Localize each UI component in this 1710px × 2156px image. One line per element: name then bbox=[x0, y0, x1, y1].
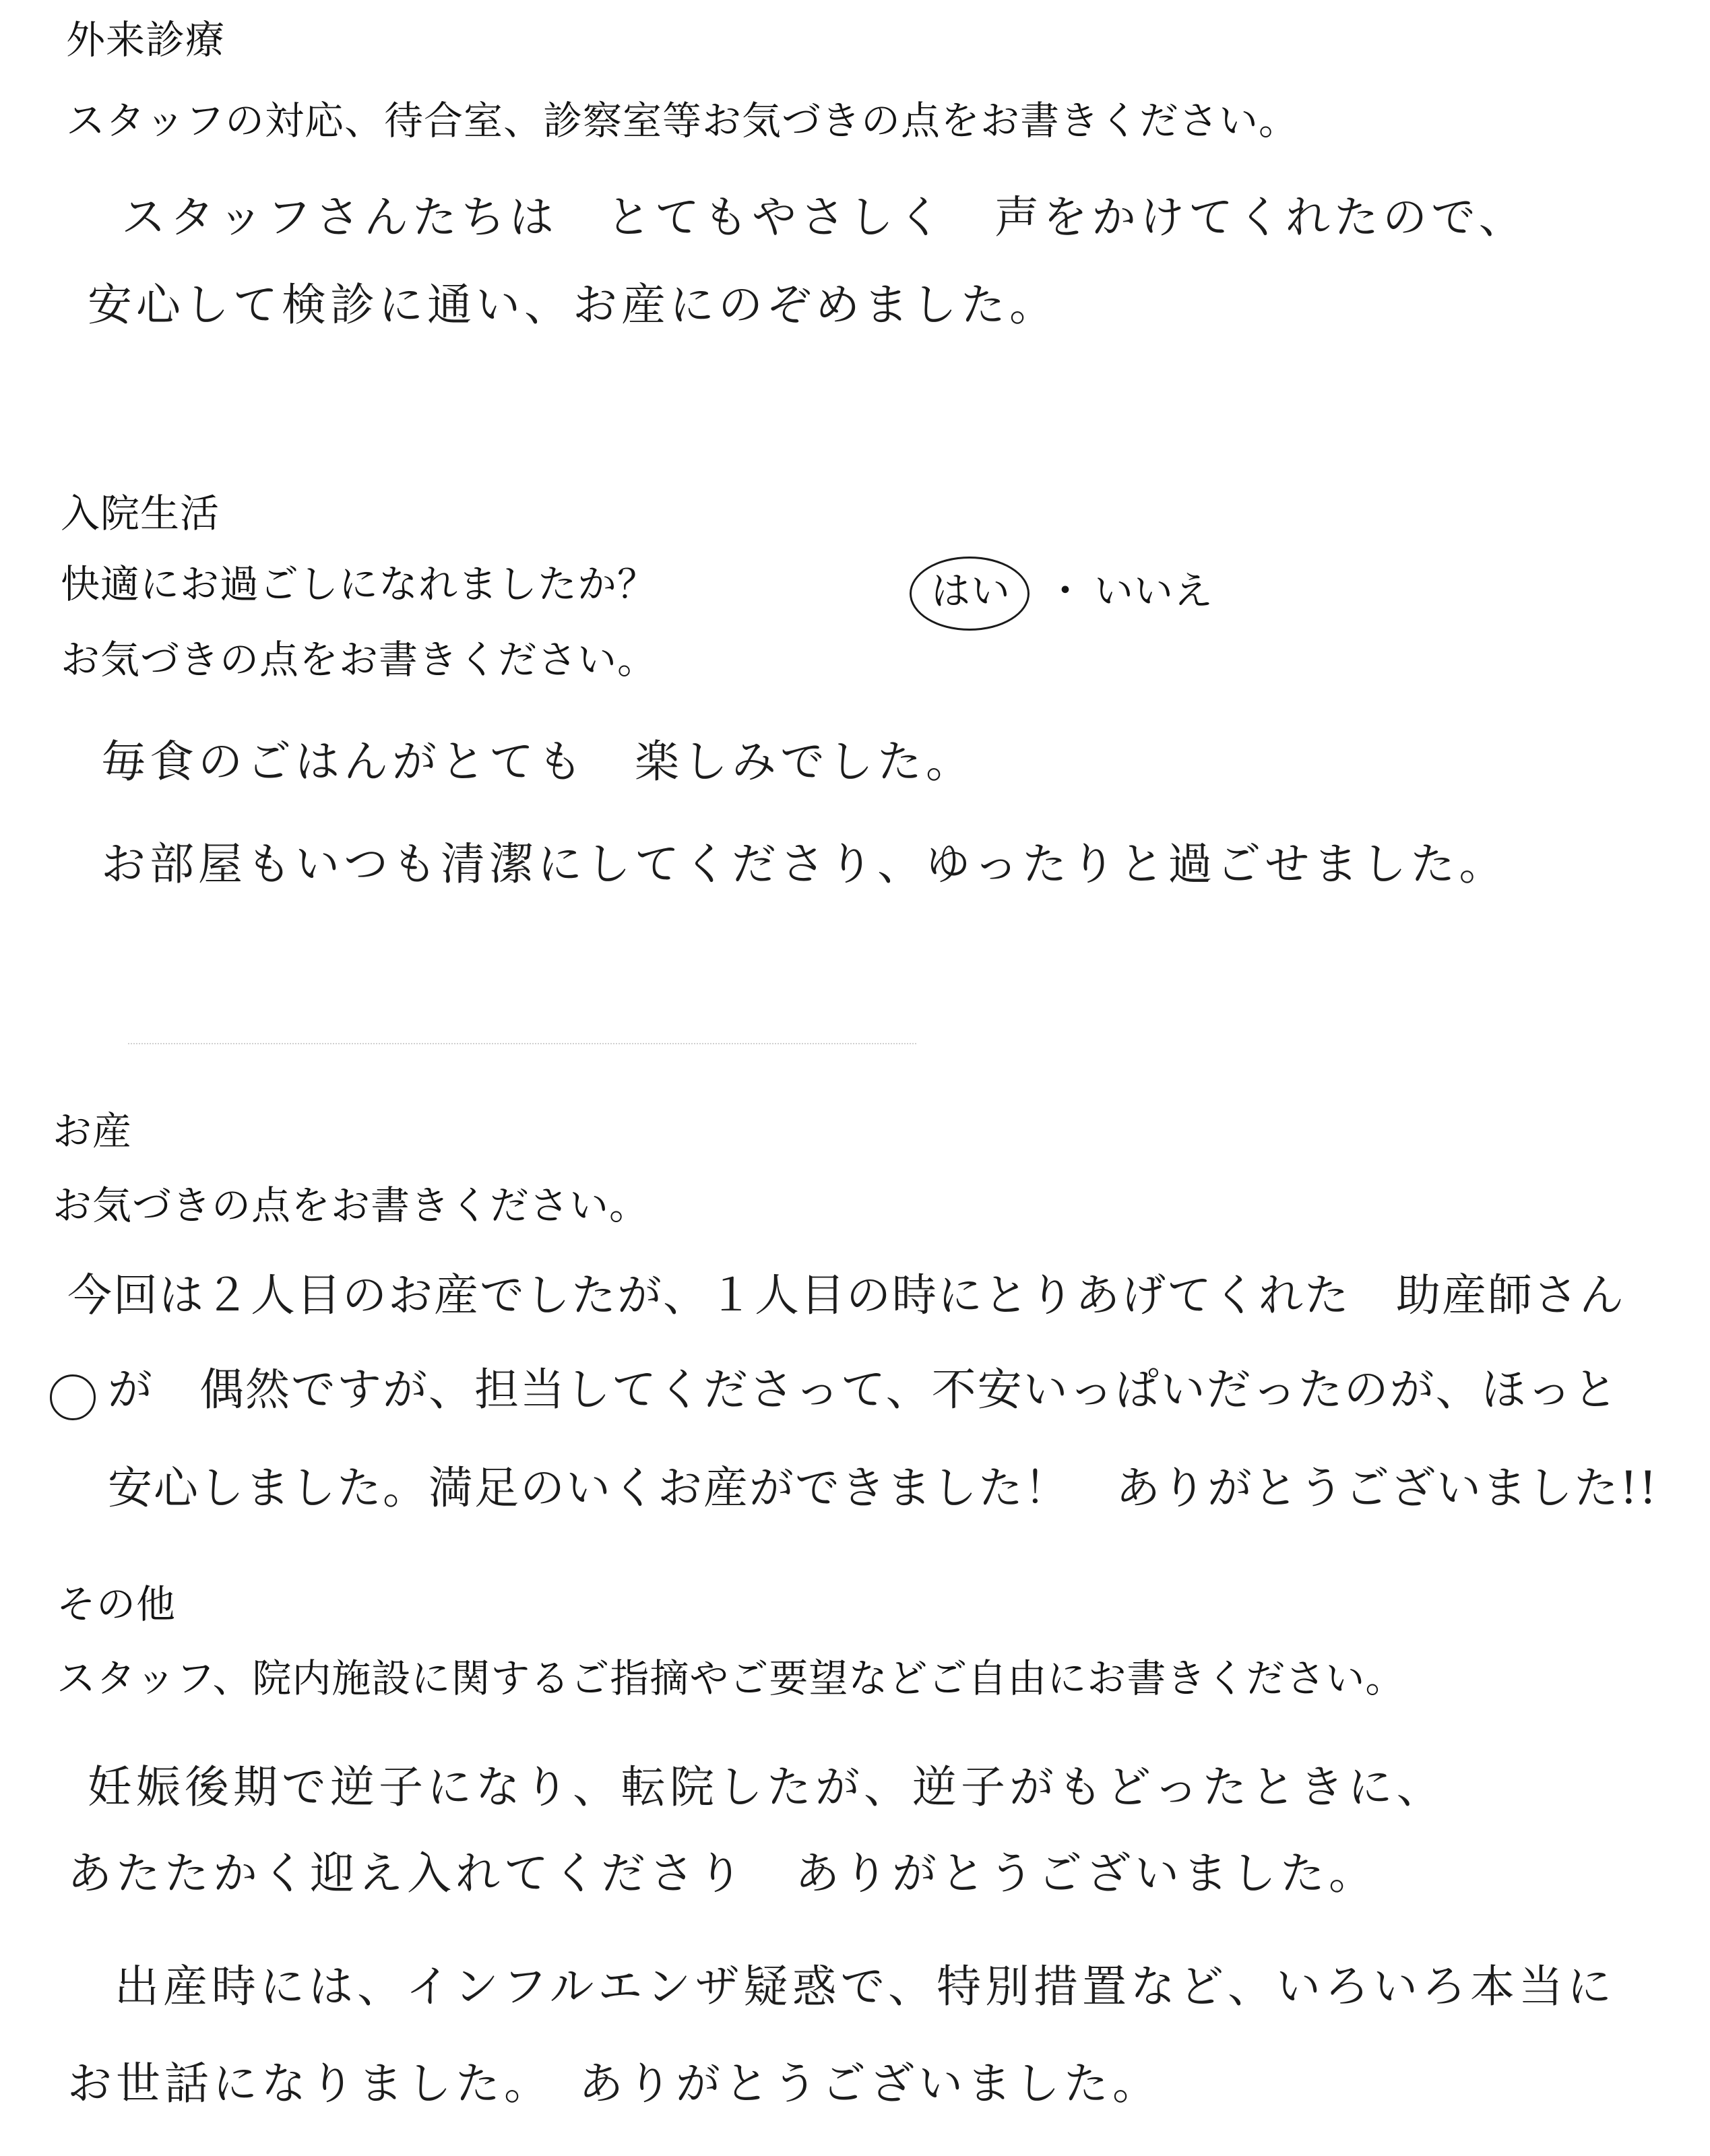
answer-delivery-line-2: が 偶然ですが、担当してくださって、不安いっぱいだったのが、ほっと bbox=[108, 1364, 1619, 1416]
section-title-delivery: お産 bbox=[53, 1108, 133, 1154]
section-divider bbox=[128, 1043, 916, 1044]
question-inpatient: 快適にお過ごしになれましたか？ bbox=[61, 561, 658, 607]
answer-outpatient-line-2: 安心して検診に通い、お産にのぞめました。 bbox=[88, 279, 1058, 331]
prompt-outpatient: スタッフの対応、待合室、診察室等お気づきの点をお書きください。 bbox=[66, 98, 1299, 144]
choice-no[interactable]: いいえ bbox=[1094, 568, 1214, 614]
answer-delivery-line-1: 今回は２人目のお産でしたが、１人目の時にとりあげてくれた 助産師さん bbox=[67, 1269, 1625, 1321]
answer-delivery-line-3: 安心しました。満足のいくお産ができました！ ありがとうございました!! bbox=[108, 1462, 1659, 1514]
prompt-other: スタッフ、院内施設に関するご指摘やご要望などご自由にお書きください。 bbox=[57, 1655, 1405, 1701]
answer-outpatient-line-1: スタッフさんたちは とてもやさしく 声をかけてくれたので、 bbox=[121, 191, 1527, 243]
section-title-other: その他 bbox=[57, 1581, 177, 1627]
choice-separator: ・ bbox=[1046, 568, 1086, 614]
prompt-inpatient: お気づきの点をお書きください。 bbox=[61, 637, 658, 683]
section-title-inpatient: 入院生活 bbox=[61, 490, 220, 536]
answer-other-line-1: 妊娠後期で逆子になり、転院したが、逆子がもどったときに、 bbox=[88, 1761, 1445, 1813]
choice-yes[interactable]: はい bbox=[931, 568, 1011, 614]
answer-inpatient-line-2: お部屋もいつも清潔にしてくださり、ゆったりと過ごせました。 bbox=[101, 838, 1508, 890]
answer-other-line-2: あたたかく迎え入れてくださり ありがとうございました。 bbox=[67, 1847, 1377, 1899]
answer-other-line-3: 出産時には、インフルエンザ疑惑で、特別措置など、いろいろ本当に bbox=[115, 1961, 1616, 2012]
prompt-delivery: お気づきの点をお書きください。 bbox=[53, 1182, 650, 1228]
section-title-outpatient: 外来診療 bbox=[66, 17, 226, 63]
answer-other-line-4: お世話になりました。 ありがとうございました。 bbox=[67, 2058, 1161, 2110]
correction-scribble bbox=[50, 1374, 96, 1420]
answer-inpatient-line-1: 毎食のごはんがとても 楽しみでした。 bbox=[101, 736, 974, 788]
